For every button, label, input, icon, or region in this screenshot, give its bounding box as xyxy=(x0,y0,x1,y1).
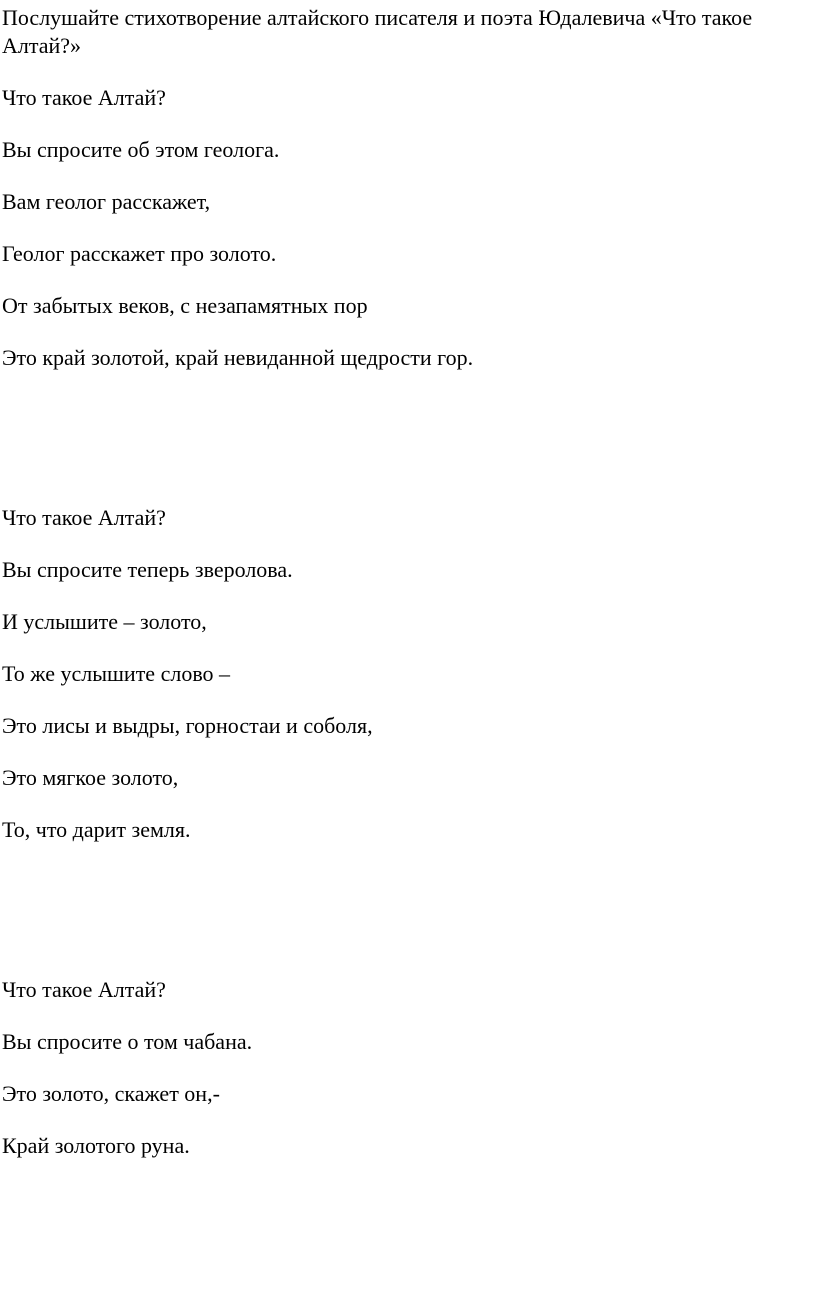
poem-line: То, что дарит земля. xyxy=(2,817,191,842)
poem-line: От забытых веков, с незапамятных пор xyxy=(2,293,368,318)
poem-line: Это край золотой, край невиданной щедрости гор. xyxy=(2,345,474,370)
poem-line: Вы спросите о том чабана. xyxy=(2,1029,253,1054)
poem-line: Вам геолог расскажет, xyxy=(2,189,211,214)
poem-line: Что такое Алтай? xyxy=(2,85,166,110)
poem-line: Вы спросите об этом геолога. xyxy=(2,137,280,162)
poem-line: Вы спросите теперь зверолова. xyxy=(2,557,293,582)
poem-line: То же услышите слово – xyxy=(2,661,231,686)
intro-paragraph: Послушайте стихотворение алтайского писателя и поэта Юдалевича «Что такое Алтай?» xyxy=(2,5,753,58)
poem-line: Это лисы и выдры, горностаи и соболя, xyxy=(2,713,373,738)
poem-line: Это мягкое золото, xyxy=(2,765,179,790)
poem-line: Геолог расскажет про золото. xyxy=(2,241,277,266)
poem-line: Край золотого руна. xyxy=(2,1133,190,1158)
poem-line: Это золото, скажет он,- xyxy=(2,1081,220,1106)
poem-line: Что такое Алтай? xyxy=(2,977,166,1002)
poem-line: И услышите – золото, xyxy=(2,609,207,634)
poem-line: Что такое Алтай? xyxy=(2,505,166,530)
